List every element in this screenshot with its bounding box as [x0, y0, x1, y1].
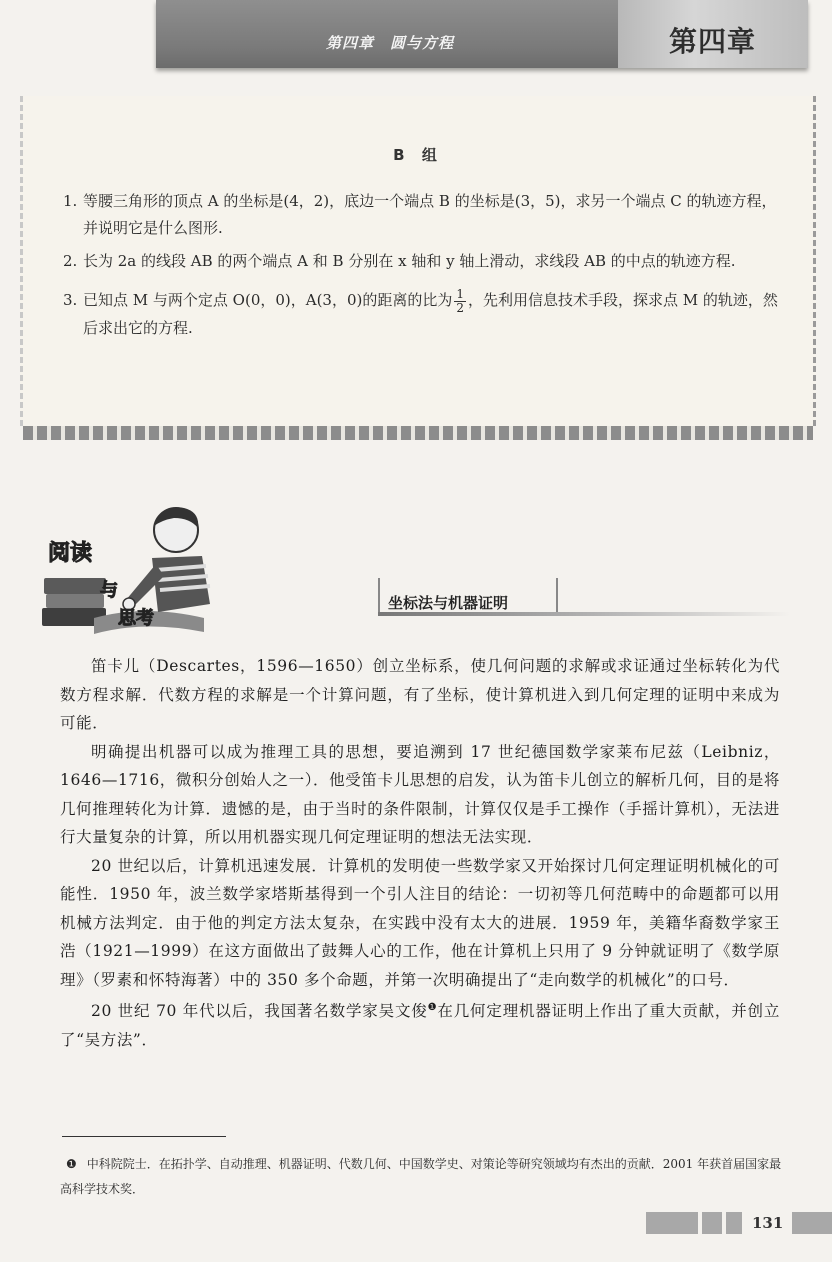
footnote-reference: ❶	[427, 1002, 438, 1013]
exercise-text: 已知点 M 与两个定点 O(0，0)，A(3，0)的距离的比为	[83, 291, 453, 309]
exercise-text: ，先利用信息技术手段，探求点 M 的轨迹，然后求出它的方程.	[83, 291, 778, 337]
article-paragraph	[60, 994, 780, 1054]
exercise-item	[63, 188, 781, 242]
exercise-box	[20, 96, 816, 426]
fraction	[454, 288, 466, 315]
exercise-group-title: B 组	[393, 146, 443, 164]
badge-line-1: 阅读	[48, 541, 93, 566]
section-title-underline	[378, 612, 790, 616]
footnote-divider	[62, 1136, 226, 1137]
chapter-header	[156, 0, 808, 68]
exercise-item	[63, 248, 781, 275]
exercise-item	[63, 287, 781, 342]
exercise-text: 等腰三角形的顶点 A 的坐标是(4，2)，底边一个端点 B 的坐标是(3，5)，求另一个端点 C 的轨迹方程，并说明它是什么图形.	[83, 192, 777, 237]
exercise-text: 长为 2a 的线段 AB 的两个端点 A 和 B 分别在 x 轴和 y 轴上滑动，求线段 AB 的中点的轨迹方程.	[83, 252, 736, 270]
article-body	[60, 652, 780, 1054]
article-paragraph: 20 世纪以后，计算机迅速发展．计算机的发明使一些数学家又开始探讨几何定理证明机械化的可能性．1950 年，波兰数学家塔斯基得到一个引人注目的结论：一切初等几何范畴中的命题都可以用机械方法判定．由于他的判定方法太复杂，在实践中没有太大的进展．1959 年，美籍华裔数学家王浩（1921—1999）在这方面做出了鼓舞人心的工作，他在计算机上只用了 9 分钟就证明了《数学原理》（罗素和怀特海著）中的 350 多个命题，并第一次明确提出了“走向数学的机械化”的口号．	[60, 856, 780, 989]
footnote-marker: ❶	[66, 1157, 77, 1171]
reading-thinking-illustration	[34, 500, 244, 650]
section-title: 坐标法与机器证明	[388, 594, 509, 612]
paragraph-text: 在几何定理机器证明上作出了重大贡献，并创立了“吴方法”．	[60, 1002, 780, 1049]
header-chapter-title: 第四章	[668, 25, 756, 58]
badge-line-2: 与	[100, 580, 118, 601]
header-subtitle: 第四章 圆与方程	[326, 34, 455, 52]
footnote	[60, 1152, 786, 1202]
fraction-denominator: 2	[456, 300, 465, 315]
page-number: 131	[752, 1214, 784, 1232]
exercise-number: 2.	[63, 252, 78, 270]
footnote-text: 中科院院士．在拓扑学、自动推理、机器证明、代数几何、中国数学史、对策论等研究领域均有杰出的贡献．2001 年获首届国家最高科学技术奖．	[60, 1157, 782, 1196]
exercise-number: 1.	[63, 192, 78, 210]
article-paragraph: 笛卡儿（Descartes，1596—1650）创立坐标系，使几何问题的求解或求证通过坐标转化为代数方程求解．代数方程的求解是一个计算问题，有了坐标，使计算机进入到几何定理的证明中来成为可能．	[60, 657, 780, 732]
fraction-numerator: 1	[456, 286, 465, 301]
article-paragraph: 明确提出机器可以成为推理工具的思想，要追溯到 17 世纪德国数学家莱布尼兹（Leibniz，1646—1716，微积分创始人之一）．他受笛卡儿思想的启发，认为笛卡儿创立的解析几何，目的是将几何推理转化为计算．遗憾的是，由于当时的条件限制，计算仅仅是手工操作（手摇计算机），无法进行大量复杂的计算，所以用机器实现几何定理证明的想法无法实现．	[60, 742, 780, 846]
paragraph-text: 20 世纪 70 年代以后，我国著名数学家吴文俊	[91, 1002, 428, 1021]
exercise-number: 3.	[63, 291, 78, 309]
exercise-list	[63, 188, 781, 348]
badge-line-3: 思考	[118, 608, 154, 629]
